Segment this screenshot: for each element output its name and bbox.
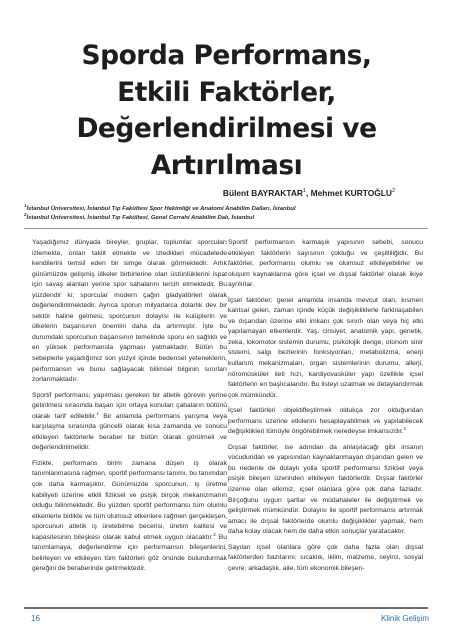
paragraph: İçsel faktörler; genel anlamda insanda mevcut olan, kısmen kalıtsal gelen, zaman içinde küçük değişikliklerle farklılaşabilen ve dışarıdan üzerine etki imkanı çok sınırlı olan veya hiç etki yapılamayan etkenlerdir. Yaş, cinsiyet, anatomik yapı, genetik, zeka, lokomotor sistemin durumu, psikolojik denge, otonom sinir sistemi, salgı bezlerinin fonksiyonları, metabolizma, enerji kullanım mekanizmaları, organ sistemlerinin durumu, allerji, nöromüsküler ileti hızı, kardiyovasküler yapı özellikle içsel faktörlerin en başlıcalarıdır. Bu listeyi uzatmak ve detaylandırmak çok mümkündür. bbox=[228, 296, 423, 399]
author-2: Mehmet KURTOĞLU bbox=[310, 188, 392, 198]
author-1-affiliation-mark: 1 bbox=[302, 188, 306, 195]
footer-divider bbox=[24, 607, 428, 609]
title-line-3: Değerlendirilmesi ve bbox=[76, 113, 377, 144]
paragraph bbox=[32, 391, 227, 454]
paragraph-text: Bu tanımlamaya, değerlendirme için performansın bileşenlerini, belirleyen ve etkileyen tüm faktörleri göz önünde bulundurmak gereğini de beraberinde getirmektedir. bbox=[32, 533, 227, 573]
citation-mark: 1 bbox=[403, 426, 407, 432]
affiliation-2-mark: 2 bbox=[24, 212, 27, 217]
author-1: Bülent BAYRAKTAR bbox=[222, 188, 303, 198]
paragraph bbox=[228, 406, 423, 438]
journal-name: Klinik Gelişim bbox=[380, 614, 429, 623]
title-line-1: Sporda Performans, bbox=[81, 40, 372, 71]
paragraph: Sportif performansın karmaşık yapısının sebebi, sonucu etkileyen faktörlerin sayısının çokluğu ve çeşitliliğidir. Bu faktörler, performansı olumlu ve olumsuz etkileyebilirler ve oluşum kaynaklarına göre içsel ve dışsal faktörler olarak ikiye ayrılırlar. bbox=[228, 239, 423, 289]
paragraph-text: Bir anlamda performans yarışma veya karşılaşma sırasında güncelli olarak kısa zamanda ve sonucu etkileyen faktörlerle beraber bir bütün olarak görülmeli ve değerlendirilmelidir. bbox=[32, 412, 227, 452]
affiliation-2 bbox=[24, 212, 254, 221]
citation-mark: 2 bbox=[213, 531, 216, 537]
author-separator: , bbox=[306, 188, 311, 198]
affiliation-1-mark: 1 bbox=[24, 203, 27, 208]
affiliation-2-text: İstanbul Üniversitesi, İstanbul Tıp Fakültesi, Genel Cerrahi Anabilim Dalı, İstanbul bbox=[26, 214, 255, 221]
header-divider bbox=[24, 228, 428, 229]
title-line-4: Artırılması bbox=[150, 149, 303, 181]
paragraph: Dışsal faktörler, ise adından da anlaşılacağı gibi insanın vücudundan ve yapısından kaynaklanmayan dışarıdan gelen ve bu nedenle de dolaylı yolla sportif performansı fiziksel veya psişik bileşen üzerinden etkileyen faktörlerdir. Dışsal faktörler üzerine olan etkimiz, içsel olanlara göre çok daha fazladır. Birçoğunu uygun şartlar ve müdahaleler ile değiştirmek ve geliştirmek mümkündür. Dolayısı ile sportif performansı artırmak amacı ile dışsal faktörlerde olumlu değişiklikler yapmak, hem daha kolay olacak hem de daha etkin sonuçlar yaratacaktır. bbox=[228, 443, 423, 536]
article-title bbox=[20, 38, 433, 184]
title-line-2: Etkili Faktörler, bbox=[117, 76, 336, 108]
paragraph: Sayılan içsel olanlara göre çok daha fazla olan dışsal faktörlerden bazılarını; sıcaklık, iklim, malzeme, seyirci, sosyal çevre, arkadaşlık, aile, tüm ekonomik bileşen- bbox=[228, 543, 423, 572]
paragraph-text: İçsel faktörleri objektifleştirmek oldukça zor olduğundan performans üzerine etkilerini hesaplayabilmek ve yapılabilecek değişiklikleri tümüyle öngörebilmek neredeyse imkansızdır. bbox=[228, 407, 423, 436]
author-2-affiliation-mark: 2 bbox=[391, 188, 395, 195]
paragraph-text: Sportif performans; yapılması gereken bir atletik görevin yerine getirilmesi sırasında başarı için ortaya konulan çabaların bütünü olarak tarif edilebilir. bbox=[32, 391, 227, 420]
body-column-left bbox=[32, 238, 227, 580]
affiliation-1 bbox=[24, 203, 295, 212]
affiliation-1-text: İstanbul Üniversitesi, İstanbul Tıp Fakültesi Spor Hekimliği ve Anatomi Anabilim Dalları, İstanbul bbox=[26, 205, 296, 212]
paragraph bbox=[32, 459, 227, 575]
author-list bbox=[223, 188, 395, 198]
page-number: 16 bbox=[31, 614, 40, 623]
citation-mark: 1 bbox=[96, 410, 99, 416]
paragraph-text: Fizikte, performans birim zamana düşen iş olarak tanımlanmasına rağmen, sportif performansı tanımı, bu tanımdan çok daha karmaşıktır. Günümüzde sporcunun, iş üretme kabiliyeti üzerine etkili fiziksel ve psişik birçok mekanizmanın olduğu bilinmektedir. Bu yüzden sportif performansı tüm olumlu etkenlerle birlikte ve tüm olumsuz etkenlere rağmen gerçekleşen, sporcunun atletik iş üretebilme becerisi, üretim kalitesi ve kapasitesinin bileşkesi olarak kabul etmek uygun olacaktır. bbox=[32, 459, 227, 541]
body-column-right bbox=[228, 238, 423, 579]
paragraph: Yaşadığımız dünyada bireyler, gruplar, toplumlar sporcuları izlemekte, onları taklit etmekte ve izledikleri mücadelede kendilerini temsil eden bir simge olarak görmektedir. Artık günümüzde gelişmiş ülkeler birbirlerine olan üstünlüklerini ispat için savaş alanları yerine spor sahalarını tercih etmektedir. Bu yüzdendir ki; sporcular modern çağın gladyatörleri olarak değerlendirilmektedir. Ayrıca sporun milyarlarca dolarlık dev bir sektör haline gelmesi, sporcunun dolayısı ile kulüplerin ve ülkelerin başarısının önemini daha da artırmıştır. İşte bu durumdaki sporcunun başarısının temelinde sporu en sağlıklı ve en yüksek performansla yapması yatmaktadır. Bütün bu sebeplerle yaşadığımız son yüzyıl içinde bedensel yeteneklerin, performansın ve bunu sağlayacak bilimsel bilginin sınırları zorlanmaktadır. bbox=[32, 239, 227, 384]
